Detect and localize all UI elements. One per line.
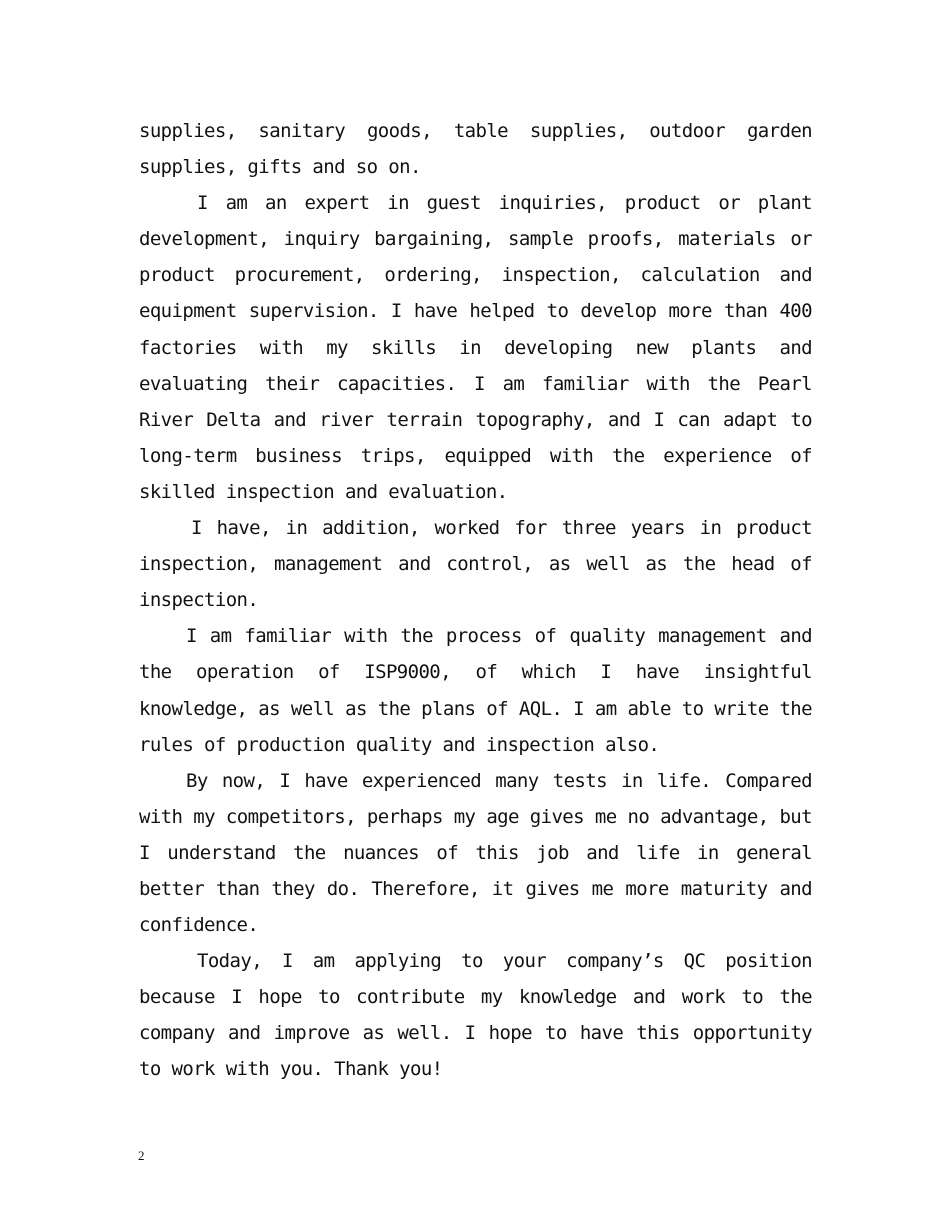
paragraph-continued: supplies, sanitary goods, table supplies, outdoor garden supplies, gifts and so on. — [139, 120, 812, 179]
paragraph-life-experience: By now, I have experienced many tests in life. Compared with my competitors, perhaps my age gives me no advantage, but I understand the nuances of this job and life in general better than they do. Therefore, it gives me more maturity and confidence. — [139, 769, 812, 937]
paragraph-quality-management: I am familiar with the process of quality management and the operation of ISP9000, of which I have insightful knowledge, as well as the plans of AQL. I am able to write the rules of production quality and inspection also. — [139, 625, 812, 756]
letter-body — [139, 113, 812, 1088]
page-number: 2 — [138, 1148, 145, 1163]
paragraph-inspection-experience: I have, in addition, worked for three years in product inspection, management and control, as well as the head of inspection. — [139, 517, 812, 612]
paragraph-expertise: I am an expert in guest inquiries, product or plant development, inquiry bargaining, sample proofs, materials or product procurement, ordering, inspection, calculation and equipment supervision. I have helped to develop more than 400 factories with my skills in developing new plants and evaluating their capacities. I am familiar with the Pearl River Delta and river terrain topography, and I can adapt to long-term business trips, equipped with the experience of skilled inspection and evaluation. — [139, 192, 812, 503]
paragraph-closing: Today, I am applying to your company’s QC position because I hope to contribute my knowledge and work to the company and improve as well. I hope to have this opportunity to work with you. Thank you! — [139, 950, 812, 1081]
